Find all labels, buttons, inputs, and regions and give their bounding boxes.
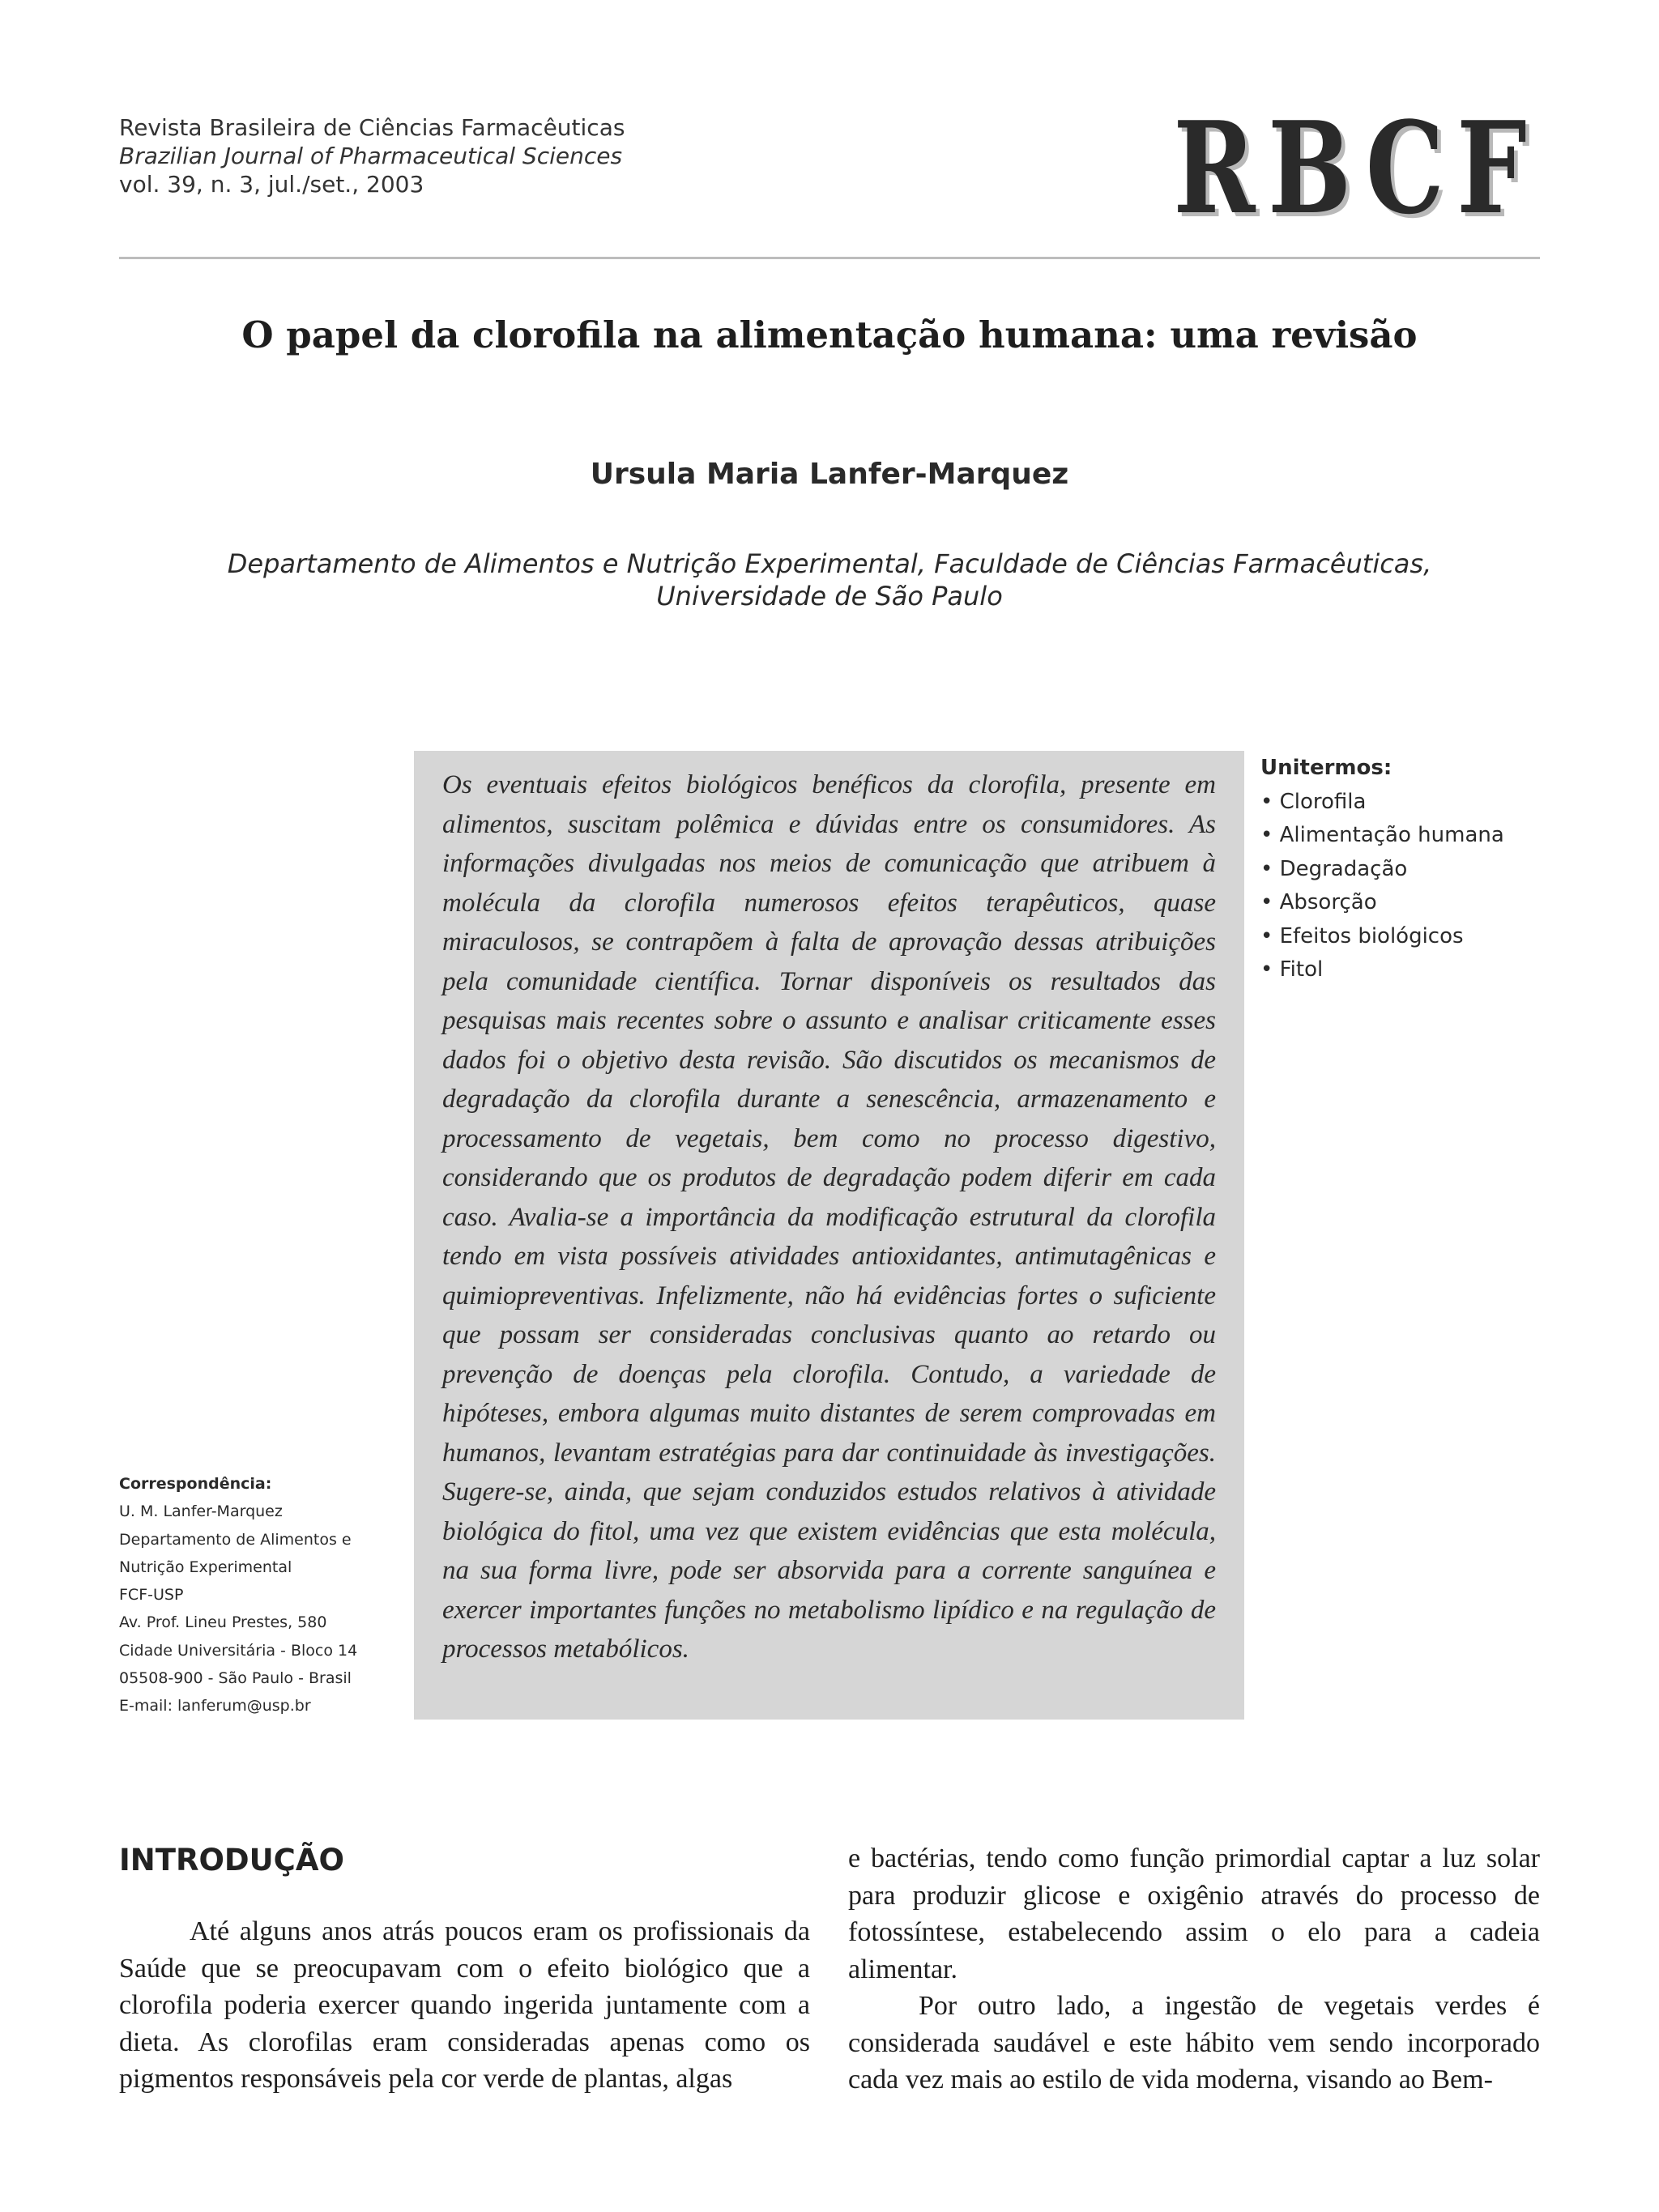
keyword-item: • Alimentação humana: [1260, 823, 1504, 847]
correspondence: [119, 1470, 357, 1720]
keyword-item: • Absorção: [1260, 890, 1377, 914]
abstract-text: Os eventuais efeitos biológicos benéficos da clorofila, presente em alimentos, suscitam polêmica e dúvidas entre os consumidores. As informações divulgadas nos meios de comunicação que atribuem à molécula da clorofila numerosos efeitos terapêuticos, quase miraculosos, se contrapõem à falta de aprovação dessas atribuições pela comunidade científica. Tornar disponíveis os resultados das pesquisas mais recentes sobre o assunto e analisar criticamente esses dados foi o objetivo desta revisão. São discutidos os mecanismos de degradação da clorofila durante a senescência, armazenamento e processamento de vegetais, bem como no processo digestivo, considerando que os produtos de degradação podem diferir em cada caso. Avalia-se a importância da modificação estrutural da clorofila tendo em vista possíveis atividades antioxidantes, antimutagênicas e quimiopreventivas. Infelizmente, não há evidências fortes o suficiente que possam ser consideradas conclusivas quanto ao retardo ou prevenção de doenças pela clorofila. Contudo, a variedade de hipóteses, embora algumas muito distantes de serem comprovadas em humanos, levantam estratégias para dar continuidade às investigações. Sugere-se, ainda, que sejam conduzidos estudos relativos à atividade biológica do fitol, uma vez que existem evidências que esta molécula, na sua forma livre, pode ser absorvida para a corrente sanguínea e exercer importantes funções no metabolismo lipídico e na regulação de processos metabólicos.: [442, 770, 1216, 1664]
article-title: O papel da clorofila na alimentação humana: uma revisão: [241, 313, 1418, 356]
article-author: Ursula Maria Lanfer-Marquez: [590, 458, 1069, 491]
body-paragraph: Por outro lado, a ingestão de vegetais verdes é considerada saudável e este hábito vem sendo incorporado cada vez mais ao estilo de vida moderna, visando ao Bem-: [848, 1991, 1540, 2095]
affiliation-line: Departamento de Alimentos e Nutrição Experimental, Faculdade de Ciências Farmacêuticas,: [227, 548, 1432, 579]
correspondence-line: U. M. Lanfer-Marquez: [119, 1502, 283, 1521]
body-paragraph: Até alguns anos atrás poucos eram os profissionais da Saúde que se preocupavam com o efeito biológico que a clorofila poderia exercer quando ingerida juntamente com a dieta. As clorofilas eram consideradas apenas como os pigmentos responsáveis pela cor verde de plantas, algas: [119, 1916, 810, 2094]
correspondence-line: Cidade Universitária - Bloco 14: [119, 1641, 358, 1660]
correspondence-email: E-mail: lanferum@usp.br: [119, 1697, 311, 1715]
correspondence-line: Nutrição Experimental: [119, 1558, 292, 1576]
keywords-title: Unitermos:: [1260, 756, 1392, 780]
keyword-item: • Efeitos biológicos: [1260, 923, 1464, 948]
keyword-item: • Degradação: [1260, 856, 1408, 881]
body-column-right: [848, 1840, 1540, 2099]
abstract-box: [414, 751, 1244, 1720]
body-column-left: [119, 1913, 810, 2098]
correspondence-line: Av. Prof. Lineu Prestes, 580: [119, 1613, 327, 1632]
journal-logo: RBCF: [1173, 94, 1539, 242]
correspondence-line: Departamento de Alimentos e: [119, 1530, 352, 1549]
journal-info: [119, 113, 625, 198]
header-divider: [119, 257, 1540, 259]
journal-volume: vol. 39, n. 3, jul./set., 2003: [119, 171, 424, 198]
correspondence-line: 05508-900 - São Paulo - Brasil: [119, 1669, 352, 1688]
correspondence-title: Correspondência:: [119, 1475, 272, 1493]
journal-name-en: Brazilian Journal of Pharmaceutical Sciences: [119, 143, 623, 169]
body-paragraph: e bactérias, tendo como função primordial captar a luz solar para produzir glicose e oxigênio através do processo de fotossíntese, estabelecendo assim o elo para a cadeia alimentar.: [848, 1843, 1540, 1984]
section-heading-introduction: INTRODUÇÃO: [119, 1843, 344, 1877]
affiliation-line: Universidade de São Paulo: [656, 581, 1003, 612]
keywords: [1260, 752, 1504, 987]
correspondence-line: FCF-USP: [119, 1586, 184, 1605]
keyword-item: • Fitol: [1260, 957, 1324, 982]
article-affiliation: [0, 548, 1659, 612]
journal-name-pt: Revista Brasileira de Ciências Farmacêuticas: [119, 114, 625, 141]
keyword-item: • Clorofila: [1260, 789, 1367, 814]
